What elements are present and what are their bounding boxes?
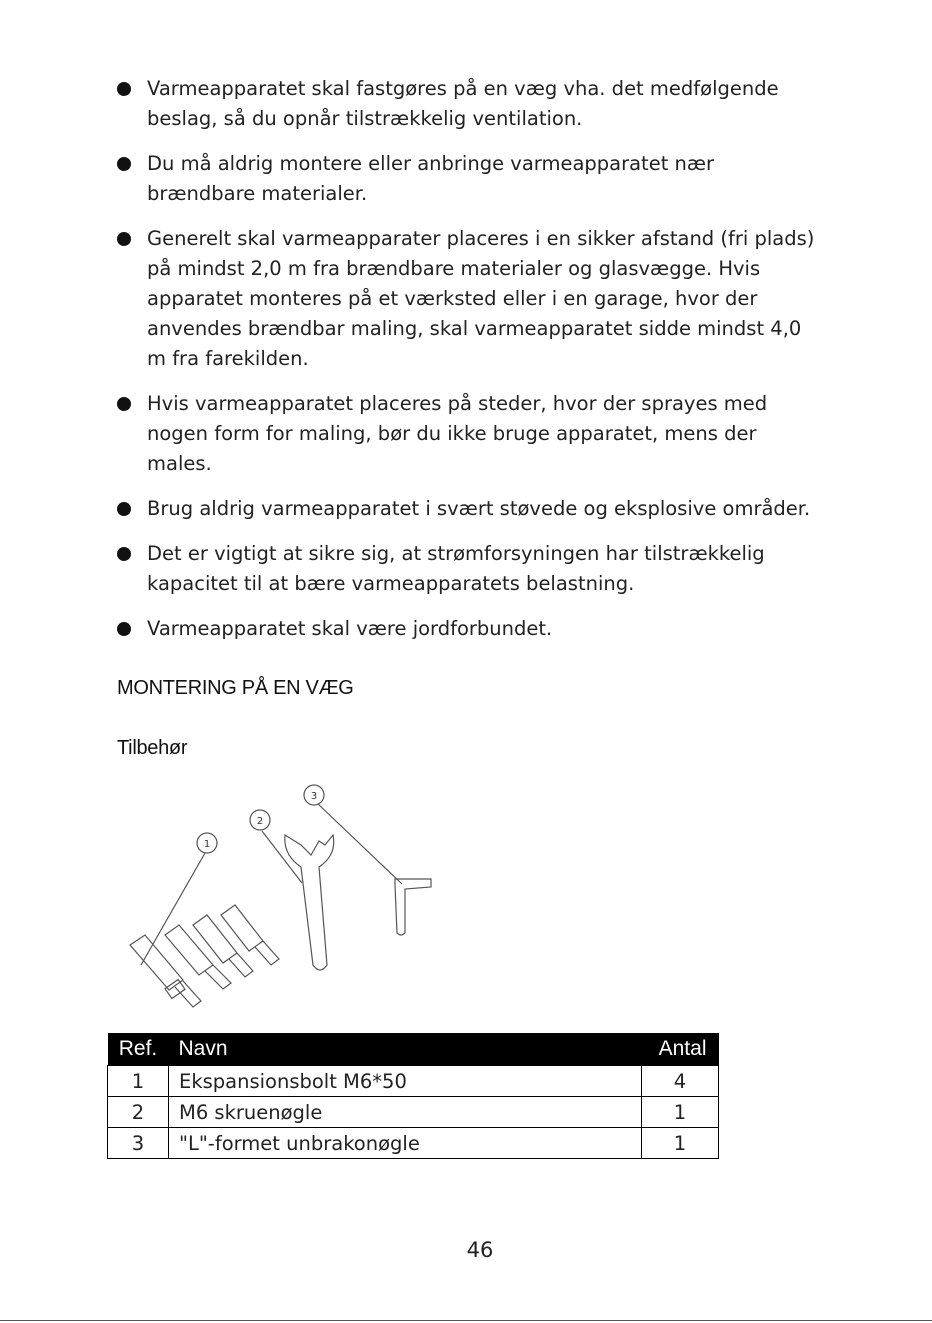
callout-line-1	[141, 853, 205, 965]
cell-ref: 1	[108, 1066, 169, 1097]
bullet-icon	[117, 622, 131, 636]
cell-navn: Ekspansionsbolt M6*50	[169, 1066, 642, 1097]
table-header-row	[108, 1033, 719, 1066]
section-title: MONTERING PÅ EN VÆG	[117, 677, 354, 699]
bullet-icon	[117, 232, 131, 246]
table-row	[108, 1128, 719, 1159]
expansion-bolt-icon	[221, 905, 279, 965]
callout-2	[250, 810, 270, 830]
cell-antal: 1	[642, 1128, 719, 1159]
column-header-navn: Navn	[169, 1033, 642, 1066]
bullet-icon	[117, 547, 131, 561]
accessories-illustration	[105, 775, 445, 1015]
table-row	[108, 1097, 719, 1128]
list-item: Brug aldrig varmeapparatet i svært støvede og eksplosive områder.	[117, 494, 817, 524]
page-number: 46	[466, 1238, 494, 1262]
bullet-icon	[117, 157, 131, 171]
cell-antal: 4	[642, 1066, 719, 1097]
callout-line-3	[318, 804, 402, 884]
table-row	[108, 1066, 719, 1097]
list-item: Varmeapparatet skal fastgøres på en væg vha. det medfølgende beslag, så du opnår tilstrækkelig ventilation.	[117, 74, 817, 134]
column-header-antal: Antal	[642, 1033, 719, 1066]
hex-key-icon	[395, 879, 431, 935]
list-item: Generelt skal varmeapparater placeres i en sikker afstand (fri plads) på mindst 2,0 m fra brændbare materialer og glasvægge. Hvis apparatet monteres på et værksted eller i en garage, hvor der anvendes brændbar maling, skal varmeapparatet sidde mindst 4,0 m fra farekilden.	[117, 224, 817, 374]
expansion-bolt-icon	[193, 915, 253, 977]
cell-navn: "L"-formet unbrakonøgle	[169, 1128, 642, 1159]
list-item: Du må aldrig montere eller anbringe varmeapparatet nær brændbare materialer.	[117, 149, 817, 209]
warning-list	[117, 74, 817, 659]
cell-ref: 3	[108, 1128, 169, 1159]
svg-text:1: 1	[203, 839, 211, 850]
bullet-icon	[117, 502, 131, 516]
svg-text:2: 2	[256, 816, 264, 827]
wrench-icon	[285, 835, 334, 970]
cell-ref: 2	[108, 1097, 169, 1128]
callout-3	[304, 785, 324, 805]
page-divider	[0, 1320, 932, 1321]
svg-text:3: 3	[310, 791, 318, 802]
bullet-icon	[117, 397, 131, 411]
expansion-bolt-icon	[130, 935, 201, 1007]
parts-table	[107, 1033, 719, 1159]
list-item: Det er vigtigt at sikre sig, at strømforsyningen har tilstrækkelig kapacitet til at bære varmeapparatets belastning.	[117, 539, 817, 599]
bullet-icon	[117, 82, 131, 96]
callout-line-2	[262, 831, 302, 883]
callout-1	[197, 833, 217, 853]
cell-navn: M6 skruenøgle	[169, 1097, 642, 1128]
list-item: Varmeapparatet skal være jordforbundet.	[117, 614, 817, 644]
list-item: Hvis varmeapparatet placeres på steder, hvor der sprayes med nogen form for maling, bør du ikke bruge apparatet, mens der males.	[117, 389, 817, 479]
subsection-title: Tilbehør	[117, 737, 188, 759]
cell-antal: 1	[642, 1097, 719, 1128]
column-header-ref: Ref.	[108, 1033, 169, 1066]
expansion-bolt-icon	[165, 925, 231, 989]
